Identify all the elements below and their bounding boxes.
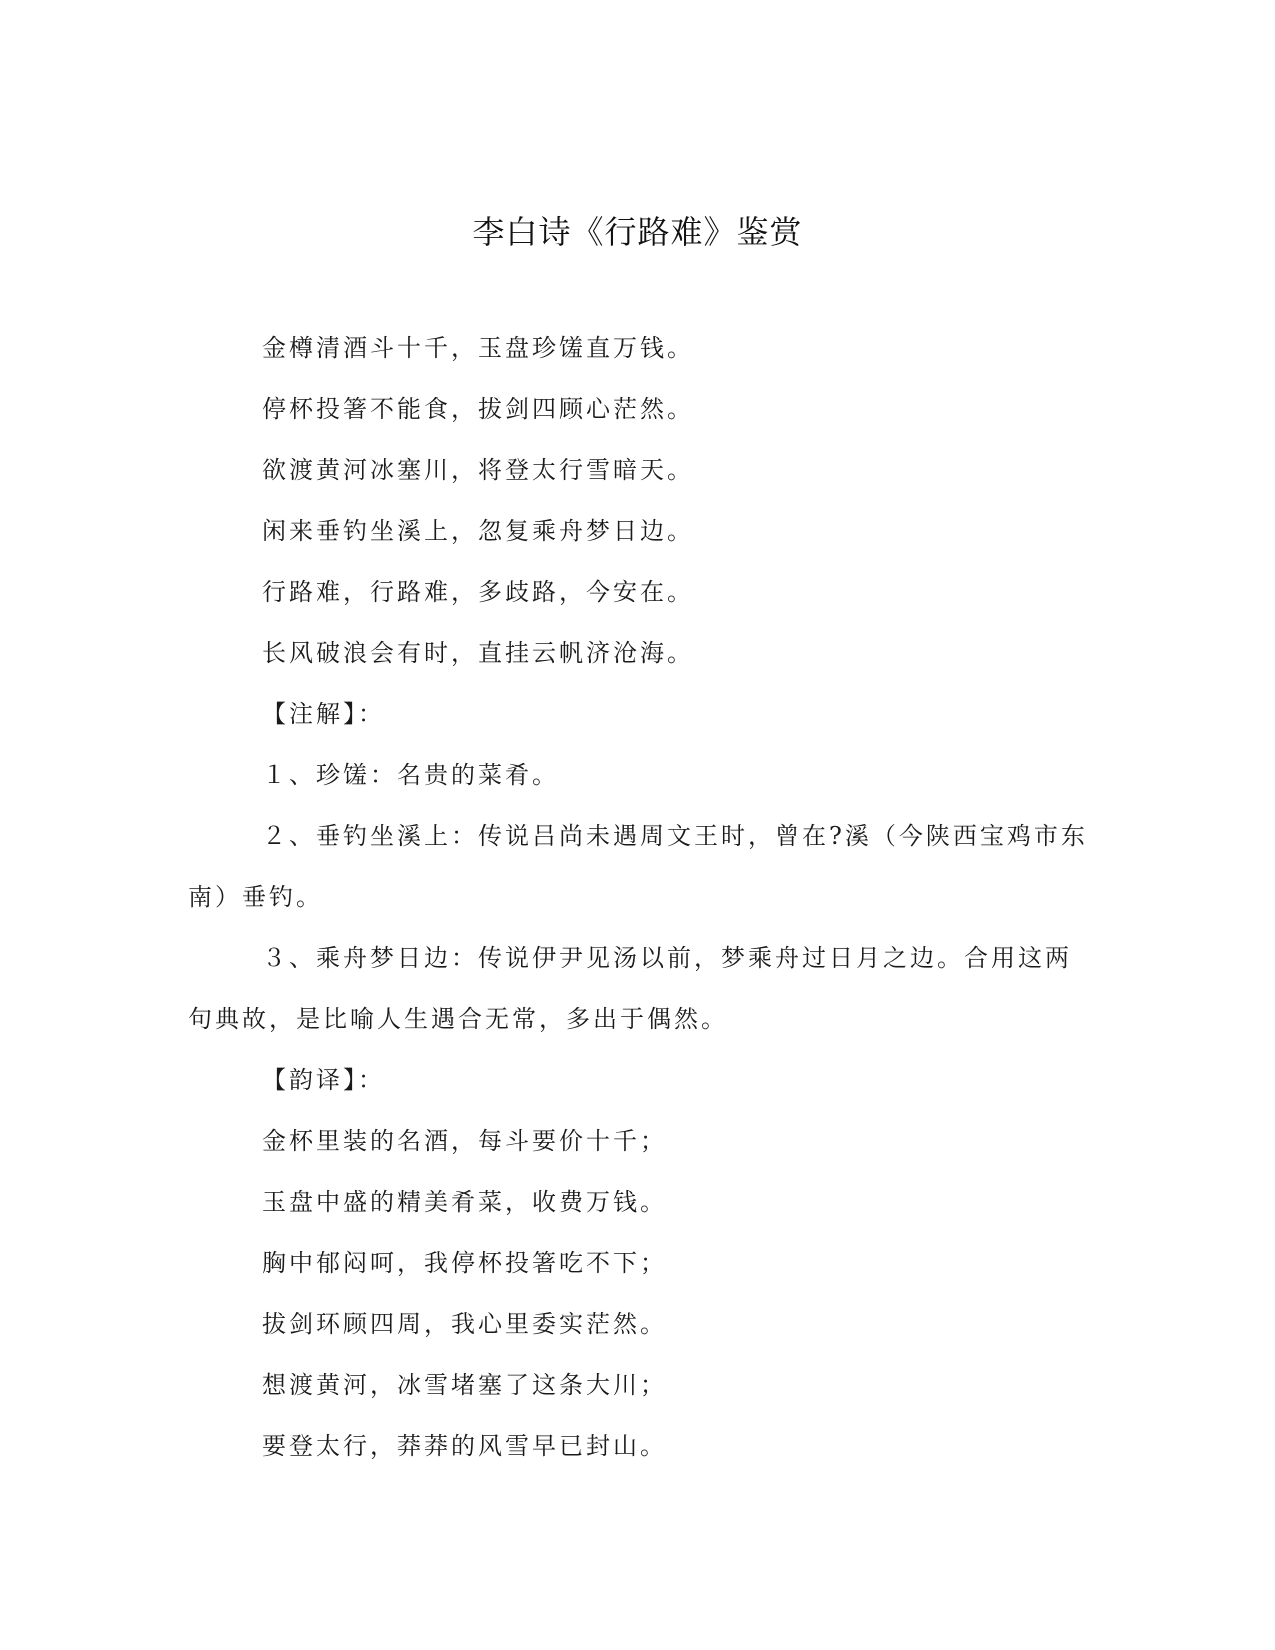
poem-line-4: 闲来垂钓坐溪上，忽复乘舟梦日边。 <box>262 517 694 545</box>
document-title: 李白诗《行路难》鉴赏 <box>472 213 803 251</box>
note-2: ２、垂钓坐溪上：传说吕尚未遇周文王时，曾在?溪（今陕西宝鸡市东南）垂钓。 <box>188 822 1088 911</box>
translation-line-3: 胸中郁闷呵，我停杯投箸吃不下； <box>262 1249 667 1277</box>
poem-line-3: 欲渡黄河冰塞川，将登太行雪暗天。 <box>262 456 694 484</box>
note-1: １、珍馐：名贵的菜肴。 <box>262 761 559 789</box>
translation-heading: 【韵译】： <box>262 1066 385 1094</box>
poem-line-6: 长风破浪会有时，直挂云帆济沧海。 <box>262 639 694 667</box>
translation-line-5: 想渡黄河，冰雪堵塞了这条大川； <box>262 1371 667 1399</box>
note-3: ３、乘舟梦日边：传说伊尹见汤以前，梦乘舟过日月之边。合用这两句典故，是比喻人生遇合无常，多出于偶然。 <box>188 944 1072 1033</box>
document-body <box>188 318 1088 1477</box>
notes-heading: 【注解】： <box>262 700 385 728</box>
translation-line-4: 拔剑环顾四周，我心里委实茫然。 <box>262 1310 667 1338</box>
translation-line-1: 金杯里装的名酒，每斗要价十千； <box>262 1127 667 1155</box>
poem-line-1: 金樽清酒斗十千，玉盘珍馐直万钱。 <box>262 334 694 362</box>
translation-line-2: 玉盘中盛的精美肴菜，收费万钱。 <box>262 1188 667 1216</box>
translation-line-6: 要登太行，莽莽的风雪早已封山。 <box>262 1432 667 1460</box>
poem-line-2: 停杯投箸不能食，拔剑四顾心茫然。 <box>262 395 694 423</box>
poem-line-5: 行路难，行路难，多歧路，今安在。 <box>262 578 694 606</box>
